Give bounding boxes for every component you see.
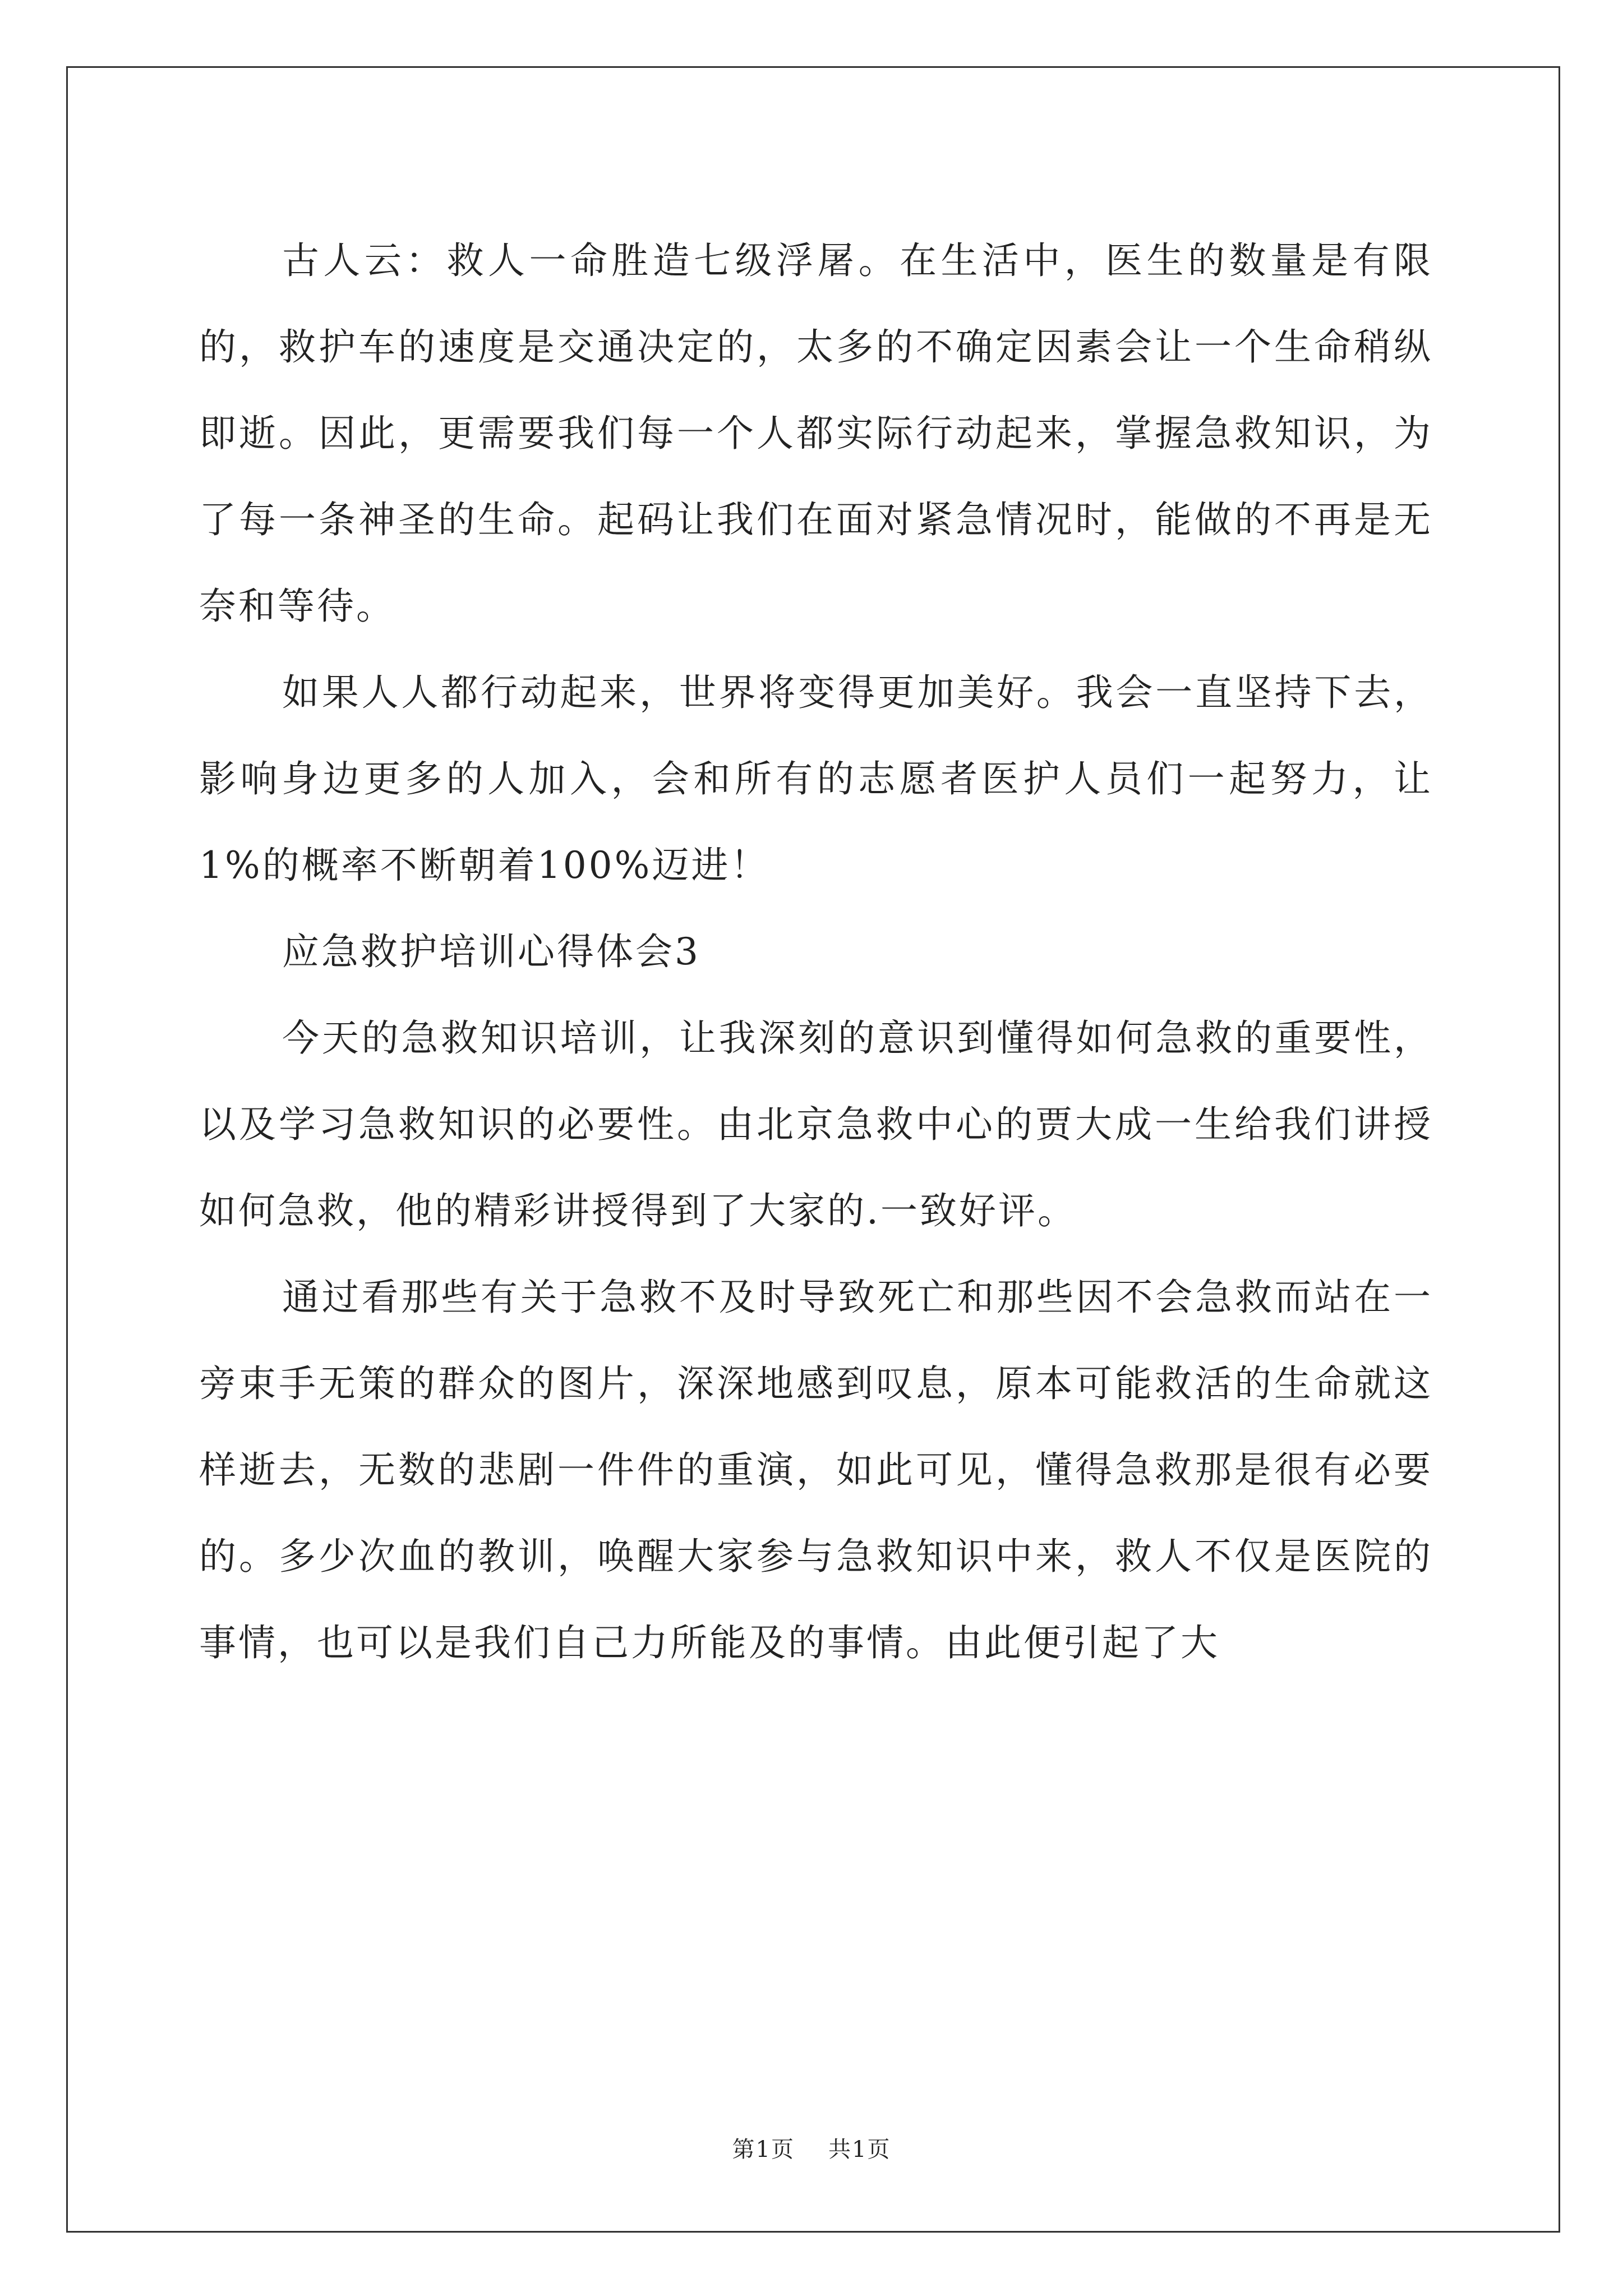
page-number-total: 共1页 — [828, 2137, 891, 2162]
page-number-current: 第1页 — [732, 2137, 795, 2162]
paragraph-4: 通过看那些有关于急救不及时导致死亡和那些因不会急救而站在一旁束手无策的群众的图片，深深地感到叹息，原本可能救活的生命就这样逝去，无数的悲剧一件件的重演，如此可见，懂得急救那是很有必要的。多少次血的教训，唤醒大家参与急救知识中来，救人不仅是医院的事情，也可以是我们自己力所能及的事情。由此便引起了大 — [199, 1276, 1433, 1664]
paragraph-3: 今天的急救知识培训，让我深刻的意识到懂得如何急救的重要性，以及学习急救知识的必要性。由北京急救中心的贾大成一生给我们讲授如何急救，他的精彩讲授得到了大家的.一致好评。 — [199, 1016, 1433, 1232]
paragraph-2: 如果人人都行动起来，世界将变得更加美好。我会一直坚持下去，影响身边更多的人加入，会和所有的志愿者医护人员们一起努力，让1%的概率不断朝着100%迈进！ — [199, 671, 1433, 887]
paragraph-1: 古人云：救人一命胜造七级浮屠。在生活中，医生的数量是有限的，救护车的速度是交通决定的，太多的不确定因素会让一个生命稍纵即逝。因此，更需要我们每一个人都实际行动起来，掌握急救知识，为了每一条神圣的生命。起码让我们在面对紧急情况时，能做的不再是无奈和等待。 — [199, 239, 1433, 628]
page-footer — [0, 2132, 1623, 2164]
document-body — [199, 218, 1433, 1686]
section-heading: 应急救护培训心得体会3 — [282, 930, 700, 973]
